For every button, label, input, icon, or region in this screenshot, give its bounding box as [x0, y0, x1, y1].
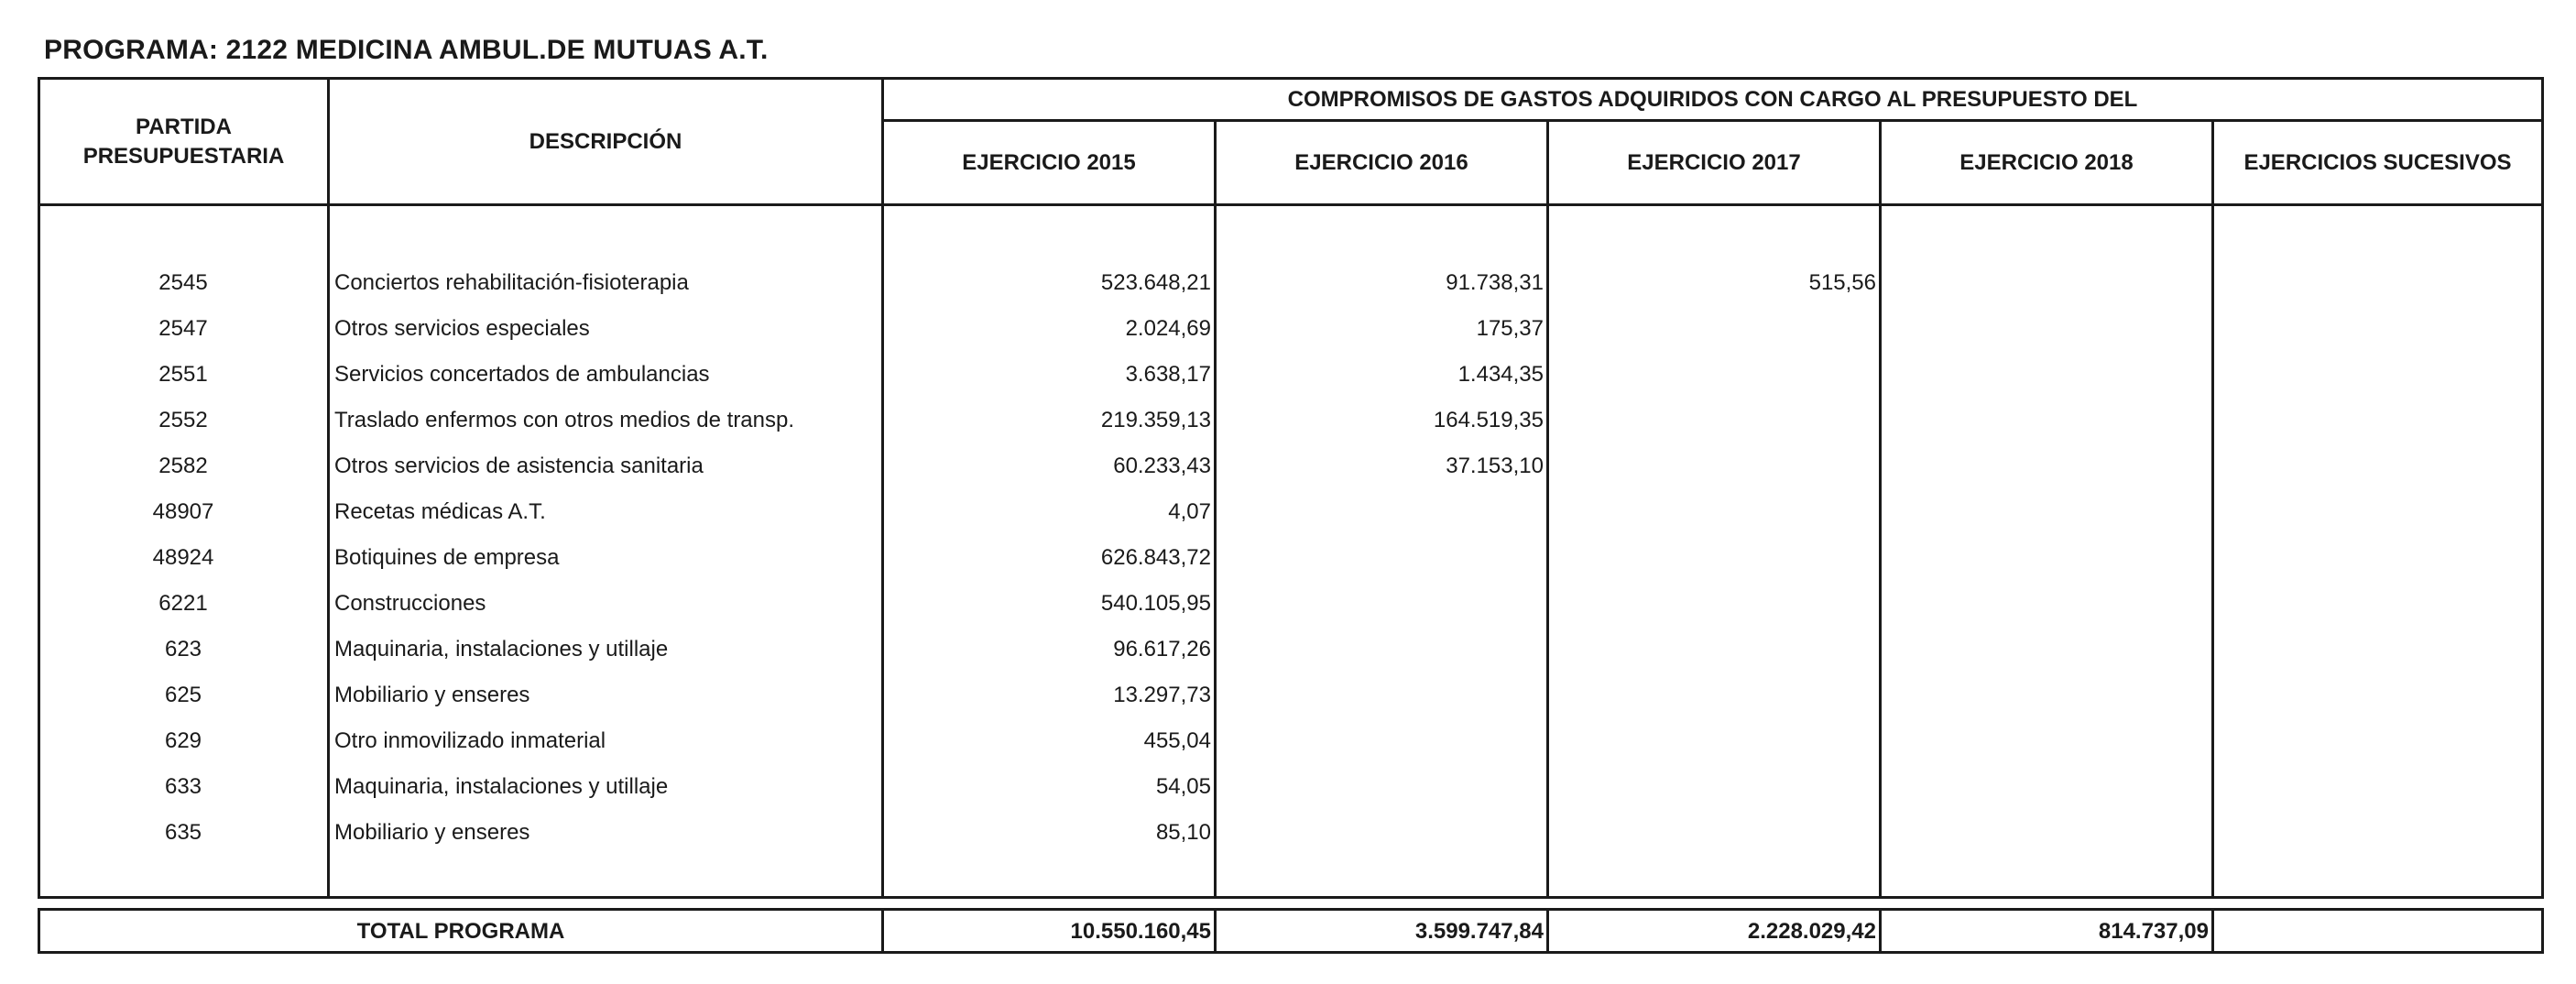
row-ejercicio-2016: 91.738,31 [1446, 270, 1544, 295]
row-ejercicio-2016: 175,37 [1476, 316, 1544, 341]
row-partida: 48907 [152, 499, 214, 524]
row-descripcion: Otros servicios especiales [334, 316, 590, 341]
row-partida: 635 [164, 820, 202, 845]
column-divider [2211, 121, 2214, 899]
page-title: PROGRAMA: 2122 MEDICINA AMBUL.DE MUTUAS A.T. [44, 35, 769, 65]
row-ejercicio-2016: 37.153,10 [1446, 454, 1544, 478]
column-divider [1546, 908, 1549, 954]
row-partida: 625 [164, 683, 202, 707]
row-partida: 2582 [158, 454, 208, 478]
row-ejercicio-2015: 540.105,95 [1100, 591, 1211, 616]
header-ejercicio-2017: EJERCICIO 2017 [1627, 149, 1801, 175]
header-ejercicio-2016: EJERCICIO 2016 [1294, 149, 1468, 175]
column-divider [1546, 121, 1549, 899]
row-descripcion: Mobiliario y enseres [334, 820, 530, 845]
row-descripcion: Recetas médicas A.T. [334, 499, 546, 524]
row-partida: 2551 [158, 362, 208, 387]
header-ejercicio-2018: EJERCICIO 2018 [1959, 149, 2134, 175]
row-descripcion: Servicios concertados de ambulancias [334, 362, 710, 387]
row-ejercicio-2015: 96.617,26 [1113, 637, 1211, 661]
row-descripcion: Maquinaria, instalaciones y utillaje [334, 637, 669, 661]
row-partida: 623 [164, 637, 202, 661]
row-ejercicio-2017: 515,56 [1808, 270, 1876, 295]
column-divider [1879, 121, 1882, 899]
row-descripcion: Mobiliario y enseres [334, 683, 530, 707]
row-descripcion: Maquinaria, instalaciones y utillaje [334, 774, 669, 799]
total-ejercicio-2016: 3.599.747,84 [1414, 919, 1544, 944]
row-ejercicio-2015: 4,07 [1168, 499, 1211, 524]
header-descripcion: DESCRIPCIÓN [529, 129, 682, 154]
row-ejercicio-2015: 3.638,17 [1125, 362, 1211, 387]
header-bottom-rule [38, 203, 2544, 206]
column-divider [1879, 908, 1882, 954]
row-partida: 2547 [158, 316, 208, 341]
row-descripcion: Construcciones [334, 591, 486, 616]
row-descripcion: Otros servicios de asistencia sanitaria [334, 454, 704, 478]
total-label: TOTAL PROGRAMA [356, 919, 565, 944]
header-ejercicios-sucesivos: EJERCICIOS SUCESIVOS [2243, 149, 2512, 175]
column-divider [1214, 121, 1217, 899]
header-ejercicio-2015: EJERCICIO 2015 [962, 149, 1136, 175]
column-divider [881, 908, 884, 954]
row-partida: 6221 [158, 591, 208, 616]
row-descripcion: Traslado enfermos con otros medios de transp. [334, 408, 795, 432]
row-ejercicio-2015: 60.233,43 [1113, 454, 1211, 478]
row-ejercicio-2015: 219.359,13 [1100, 408, 1211, 432]
total-ejercicio-2018: 814.737,09 [2098, 919, 2209, 944]
column-divider [1214, 908, 1217, 954]
row-ejercicio-2015: 13.297,73 [1113, 683, 1211, 707]
row-partida: 48924 [152, 545, 214, 570]
total-ejercicio-2017: 2.228.029,42 [1747, 919, 1876, 944]
row-ejercicio-2015: 54,05 [1155, 774, 1211, 799]
row-partida: 629 [164, 728, 202, 753]
row-descripcion: Botiquines de empresa [334, 545, 560, 570]
row-ejercicio-2016: 1.434,35 [1457, 362, 1544, 387]
row-ejercicio-2015: 523.648,21 [1100, 270, 1211, 295]
row-partida: 633 [164, 774, 202, 799]
row-ejercicio-2015: 85,10 [1155, 820, 1211, 845]
row-partida: 2545 [158, 270, 208, 295]
row-partida: 2552 [158, 408, 208, 432]
row-ejercicio-2015: 626.843,72 [1100, 545, 1211, 570]
row-descripcion: Otro inmovilizado inmaterial [334, 728, 606, 753]
row-descripcion: Conciertos rehabilitación-fisioterapia [334, 270, 689, 295]
header-group: COMPROMISOS DE GASTOS ADQUIRIDOS CON CARGO AL PRESUPUESTO DEL [1287, 86, 2138, 112]
row-ejercicio-2016: 164.519,35 [1433, 408, 1544, 432]
row-ejercicio-2015: 2.024,69 [1125, 316, 1211, 341]
column-divider [2211, 908, 2214, 954]
header-partida: PARTIDA PRESUPUESTARIA [82, 115, 285, 169]
total-ejercicio-2015: 10.550.160,45 [1070, 919, 1211, 944]
row-ejercicio-2015: 455,04 [1143, 728, 1211, 753]
